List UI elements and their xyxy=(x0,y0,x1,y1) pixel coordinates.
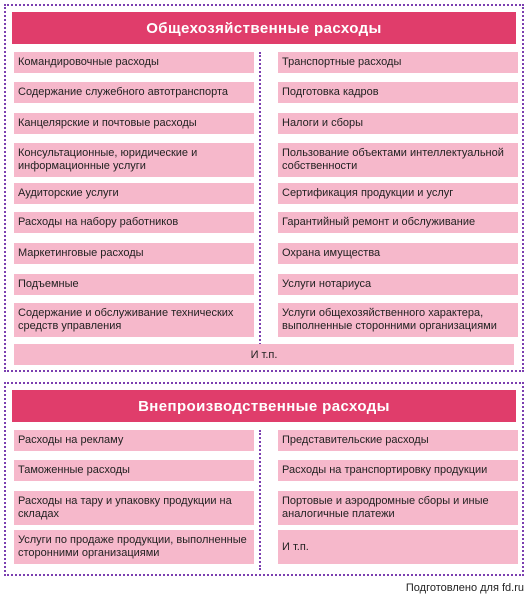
expense-item: И т.п. xyxy=(278,530,518,564)
expense-item: Сертификация продукции и услуг xyxy=(278,183,518,204)
expense-item: Содержание и обслуживание технических средств управления xyxy=(14,303,254,337)
non-production-expenses-section xyxy=(4,382,524,576)
column-separator xyxy=(259,430,261,570)
column-separator xyxy=(259,52,261,364)
expense-item: Таможенные расходы xyxy=(14,460,254,481)
expense-item: Подъемные xyxy=(14,274,254,295)
expense-item: Расходы на транспортировку продукции xyxy=(278,460,518,481)
expense-item: Охрана имущества xyxy=(278,243,518,264)
general-expenses-section xyxy=(4,4,524,372)
section-title: Общехозяйственные расходы xyxy=(12,12,516,44)
expense-item: Налоги и сборы xyxy=(278,113,518,134)
expense-item: Командировочные расходы xyxy=(14,52,254,73)
expense-item: Расходы на набору работников xyxy=(14,212,254,233)
expense-item: Расходы на тару и упаковку продукции на складах xyxy=(14,491,254,525)
expense-item: Расходы на рекламу xyxy=(14,430,254,451)
expense-item: Подготовка кадров xyxy=(278,82,518,103)
expense-item: Маркетинговые расходы xyxy=(14,243,254,264)
expense-item: Содержание служебного автотранспорта xyxy=(14,82,254,103)
expense-item: Канцелярские и почтовые расходы xyxy=(14,113,254,134)
section-title: Внепроизводственные расходы xyxy=(12,390,516,422)
etc-item: И т.п. xyxy=(14,344,514,365)
expense-item: Гарантийный ремонт и обслуживание xyxy=(278,212,518,233)
expense-item: Услуги по продаже продукции, выполненные сторонними организациями xyxy=(14,530,254,564)
expense-item: Услуги общехозяйственного характера, выполненные сторонними организациями xyxy=(278,303,518,337)
expense-item: Аудиторские услуги xyxy=(14,183,254,204)
credit-text: Подготовлено для fd.ru xyxy=(405,582,524,594)
expense-item: Транспортные расходы xyxy=(278,52,518,73)
expense-item: Пользование объектами интеллектуальной собственности xyxy=(278,143,518,177)
expense-item: Консультационные, юридические и информационные услуги xyxy=(14,143,254,177)
expense-item: Представительские расходы xyxy=(278,430,518,451)
expense-item: Услуги нотариуса xyxy=(278,274,518,295)
expense-item: Портовые и аэродромные сборы и иные аналогичные платежи xyxy=(278,491,518,525)
